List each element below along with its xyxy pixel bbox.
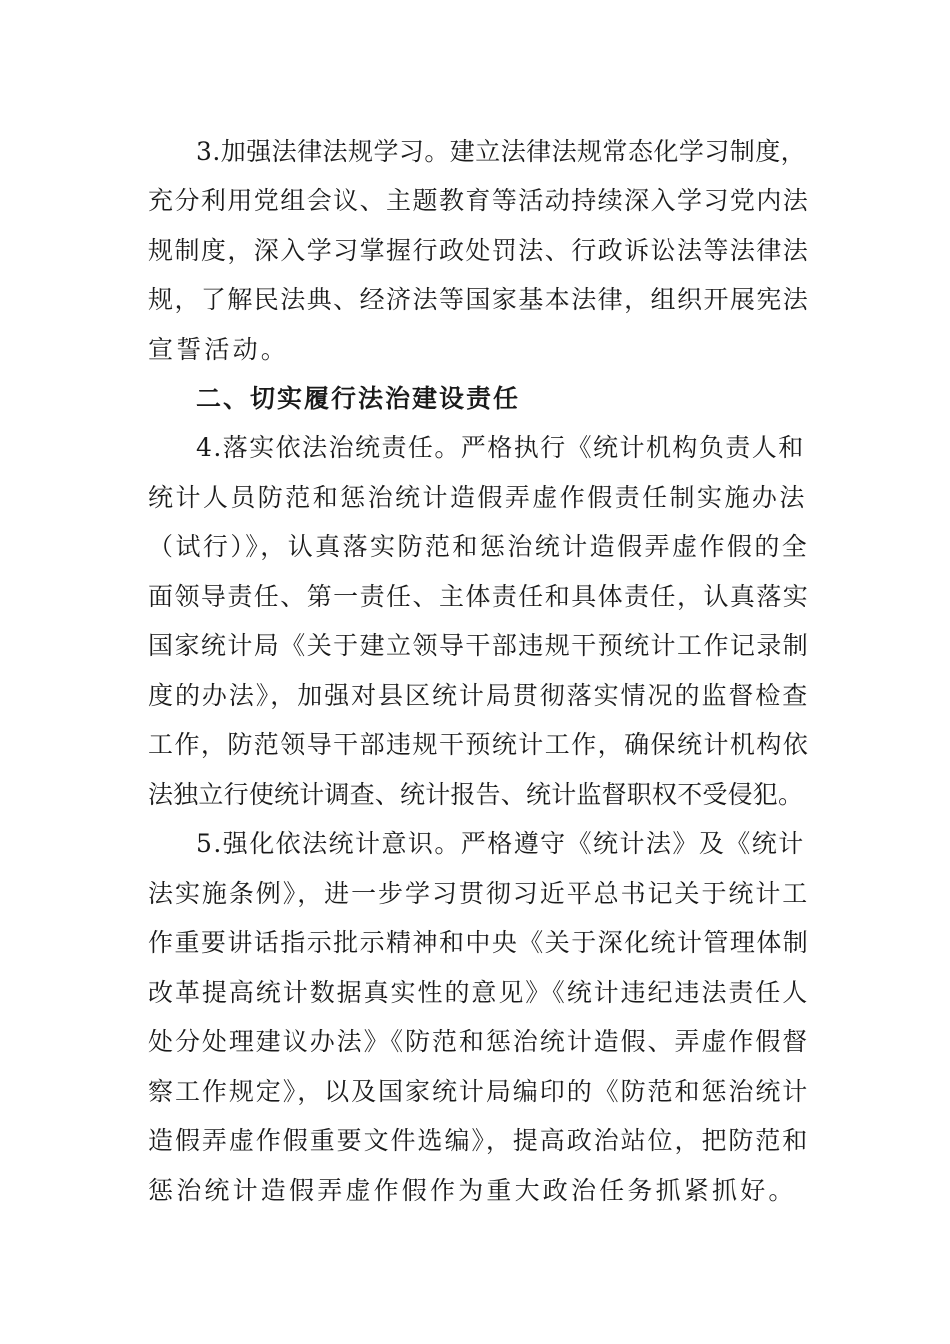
paragraph-4-line-3: （试行）》，认真落实防范和惩治统计造假弄虚作假的全 [148, 532, 810, 561]
paragraph-4-line-4: 面领导责任、第一责任、主体责任和具体责任，认真落实 [148, 582, 810, 611]
paragraph-4-line-7: 工作，防范领导干部违规干预统计工作，确保统计机构依 [148, 730, 810, 759]
paragraph-5-line-3: 作重要讲话指示批示精神和中央《关于深化统计管理体制 [148, 928, 810, 957]
paragraph-4-line-1: 4.落实依法治统责任。严格执行《统计机构负责人和 [196, 433, 805, 462]
paragraph-5-line-7: 造假弄虚作假重要文件选编》，提高政治站位，把防范和 [148, 1126, 810, 1155]
paragraph-4-line-8: 法独立行使统计调查、统计报告、统计监督职权不受侵犯。 [148, 780, 804, 809]
paragraph-4-line-2: 统计人员防范和惩治统计造假弄虚作假责任制实施办法 [148, 483, 807, 512]
paragraph-5-line-1: 5.强化依法统计意识。严格遵守《统计法》及《统计 [196, 829, 805, 858]
paragraph-3-line-4: 规，了解民法典、经济法等国家基本法律，组织开展宪法 [148, 285, 810, 314]
paragraph-3-line-3: 规制度，深入学习掌握行政处罚法、行政诉讼法等法律法 [148, 236, 810, 265]
paragraph-5-line-4: 改革提高统计数据真实性的意见》《统计违纪违法责任人 [148, 978, 810, 1007]
paragraph-4-line-5: 国家统计局《关于建立领导干部违规干预统计工作记录制 [148, 631, 810, 660]
section-heading: 二、切实履行法治建设责任 [196, 384, 521, 413]
paragraph-5-line-6: 察工作规定》，以及国家统计局编印的《防范和惩治统计 [148, 1077, 810, 1106]
paragraph-3-line-1: 3.加强法律法规学习。建立法律法规常态化学习制度， [196, 137, 807, 166]
paragraph-5-line-2: 法实施条例》，进一步学习贯彻习近平总书记关于统计工 [148, 879, 810, 908]
paragraph-5-line-8: 惩治统计造假弄虚作假作为重大政治任务抓紧抓好。 [148, 1176, 797, 1205]
paragraph-4-line-6: 度的办法》，加强对县区统计局贯彻落实情况的监督检查 [148, 681, 810, 710]
paragraph-3-line-5: 宣誓活动。 [148, 335, 290, 364]
paragraph-5-line-5: 处分处理建议办法》《防范和惩治统计造假、弄虚作假督 [148, 1027, 810, 1056]
paragraph-3-line-2: 充分利用党组会议、主题教育等活动持续深入学习党内法 [148, 186, 810, 215]
